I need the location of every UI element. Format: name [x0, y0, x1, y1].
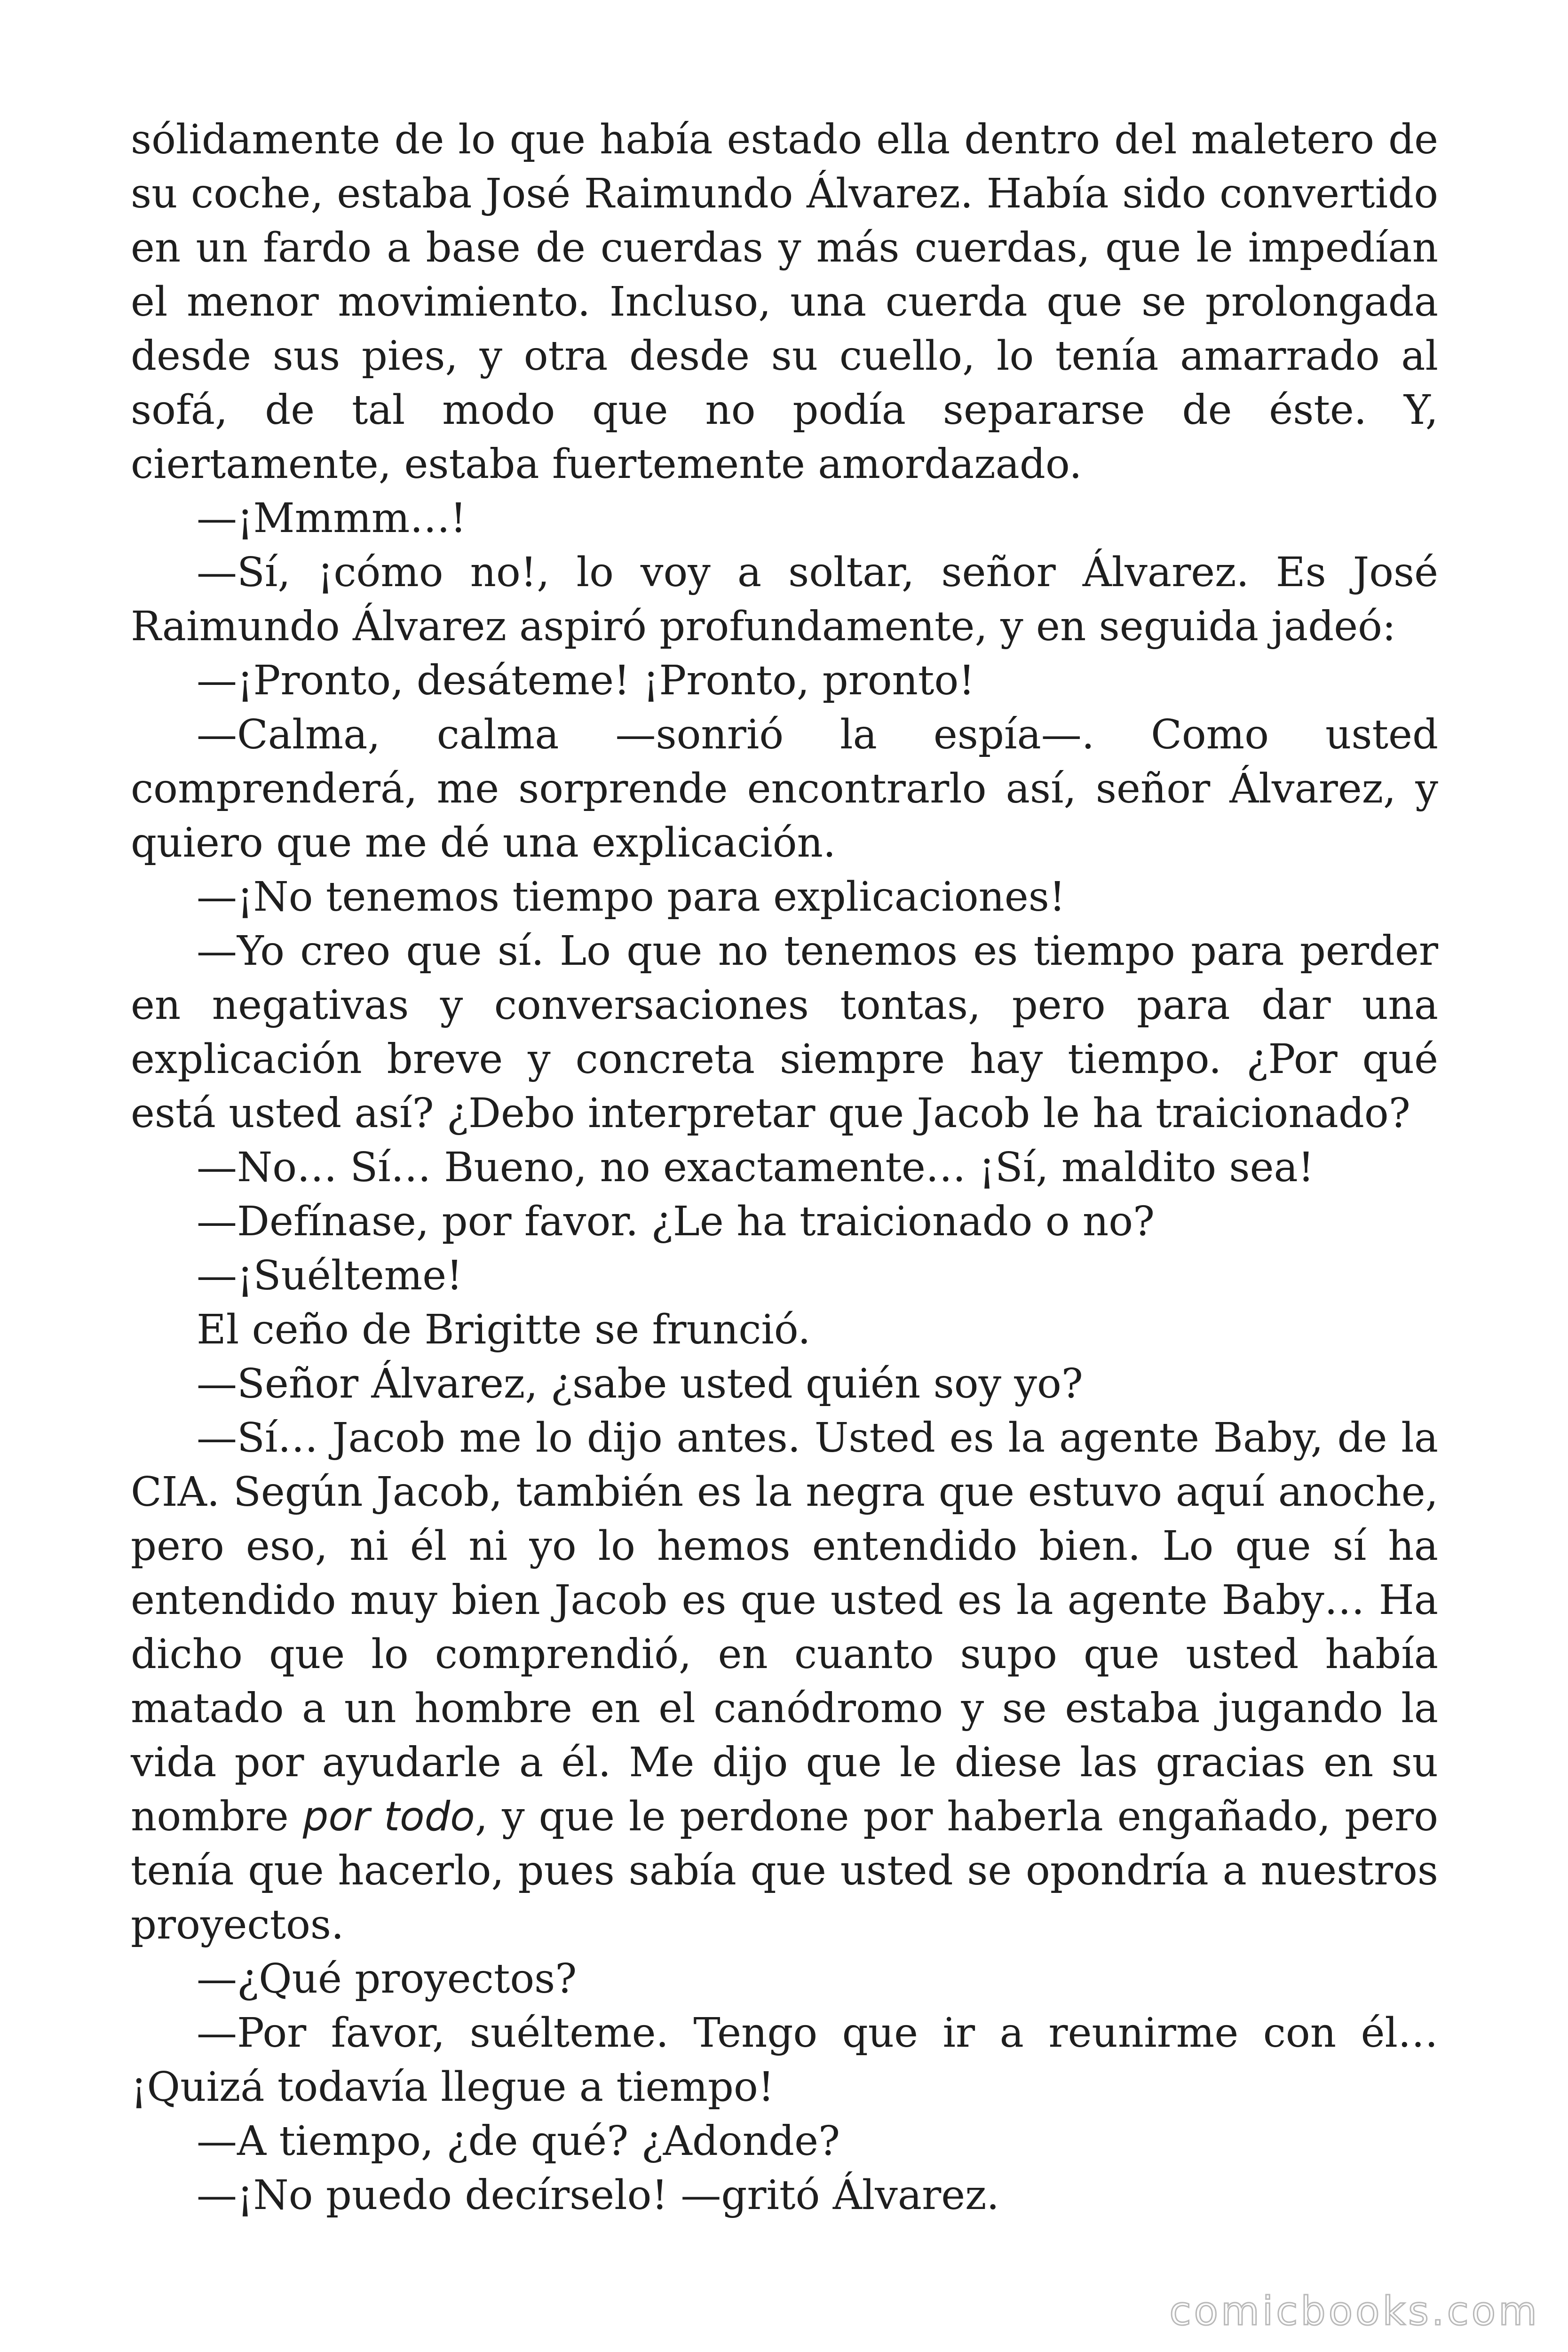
paragraph [131, 1411, 1438, 1952]
paragraph: —Calma, calma —sonrió la espía—. Como usted comprenderá, me sorprende encontrarlo así, señor Álvarez, y quiero que me dé una explicación. [131, 711, 1438, 866]
paragraph: —¡Mmmm…! [197, 495, 467, 542]
paragraph: —¡No tenemos tiempo para explicaciones! [197, 874, 1066, 921]
emphasis-text: por todo [302, 1793, 475, 1840]
paragraph-text: , y que le perdone por haberla engañado, pero tenía que hacerlo, pues sabía que usted se opondría a nuestros proyectos. [131, 1793, 1439, 1948]
paragraph: —A tiempo, ¿de qué? ¿Adonde? [197, 2118, 840, 2165]
paragraph: —¿Qué proyectos? [197, 1955, 577, 2002]
paragraph: —Sí, ¡cómo no!, lo voy a soltar, señor Álvarez. Es José Raimundo Álvarez aspiró profundamente, y en seguida jadeó: [131, 549, 1438, 650]
paragraph: —Defínase, por favor. ¿Le ha traicionado o no? [197, 1198, 1155, 1245]
paragraph: —Por favor, suélteme. Tengo que ir a reunirme con él… ¡Quizá todavía llegue a tiempo! [131, 2010, 1438, 2111]
watermark: comicbooks.com [1169, 2288, 1540, 2334]
paragraph-text: —Sí… Jacob me lo dijo antes. Usted es la agente Baby, de la CIA. Según Jacob, también es la negra que estuvo aquí anoche, pero eso, ni él ni yo lo hemos entendido bien. Lo que sí ha entendido muy bien Jacob es que usted es la agente Baby… Ha dicho que lo comprendió, en cuanto supo que usted había matado a un hombre en el canódromo y se estaba jugando la vida por ayudarle a él. Me dijo que le diese las gracias en su nombre [131, 1414, 1438, 1840]
paragraph: —¡Suélteme! [197, 1252, 463, 1299]
paragraph: —Señor Álvarez, ¿sabe usted quién soy yo? [197, 1360, 1083, 1407]
paragraph: —¡Pronto, desáteme! ¡Pronto, pronto! [197, 657, 975, 704]
paragraph: —No… Sí… Bueno, no exactamente… ¡Sí, maldito sea! [197, 1144, 1315, 1191]
paragraph: sólidamente de lo que había estado ella dentro del maletero de su coche, estaba José Raimundo Álvarez. Había sido convertido en un fardo a base de cuerdas y más cuerdas, que le impedían el menor movimiento. Incluso, una cuerda que se prolongada desde sus pies, y otra desde su cuello, lo tenía amarrado al sofá, de tal modo que no podía separarse de éste. Y, ciertamente, estaba fuertemente amordazado. [131, 116, 1438, 488]
body-text [131, 113, 1438, 2223]
paragraph: —Yo creo que sí. Lo que no tenemos es tiempo para perder en negativas y conversaciones tontas, pero para dar una explicación breve y concreta siempre hay tiempo. ¿Por qué está usted así? ¿Debo interpretar que Jacob le ha traicionado? [131, 928, 1438, 1137]
paragraph: —¡No puedo decírselo! —gritó Álvarez. [197, 2172, 999, 2219]
paragraph: El ceño de Brigitte se frunció. [197, 1306, 811, 1353]
